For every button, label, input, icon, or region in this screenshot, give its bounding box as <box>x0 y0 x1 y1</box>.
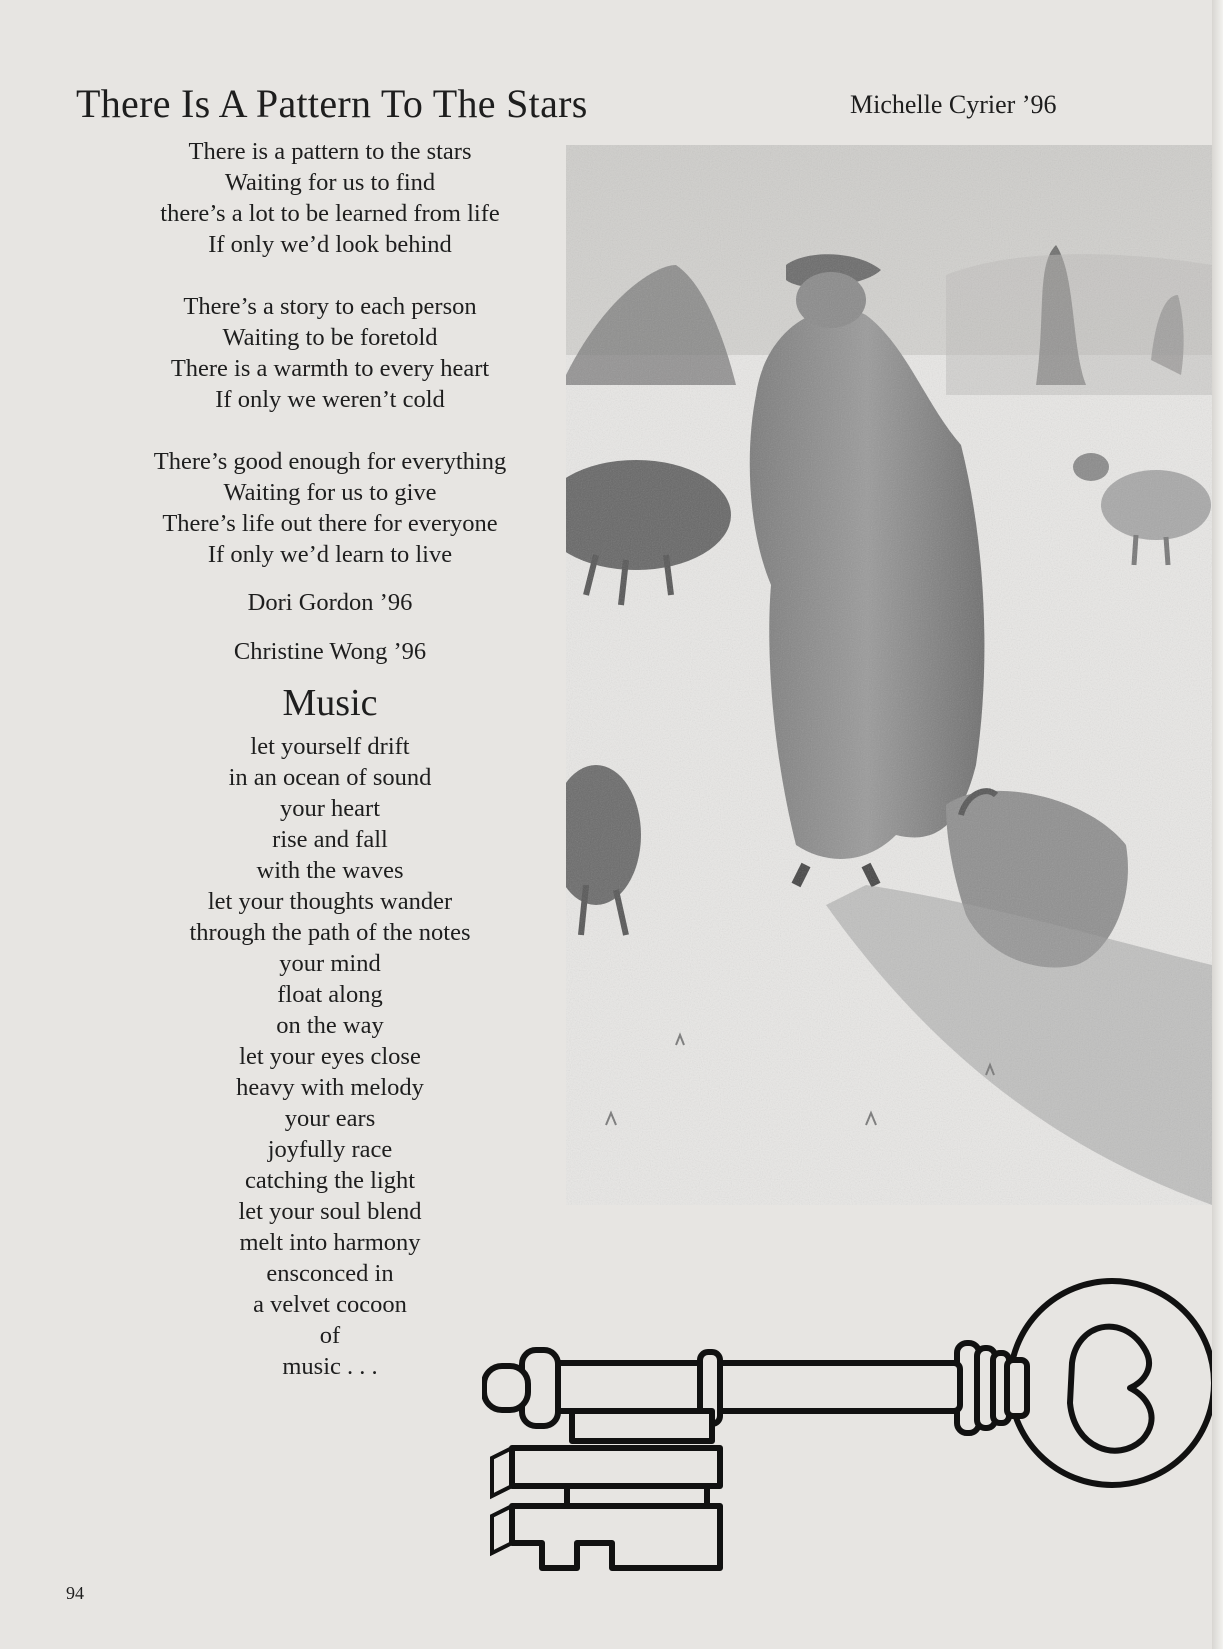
poem-line: there’s a lot to be learned from life <box>160 200 500 227</box>
stanza <box>80 291 580 415</box>
poem-line: in an ocean of sound <box>228 764 432 791</box>
poem-line: float along <box>277 981 383 1008</box>
poem-stars <box>80 136 580 618</box>
poem-line: on the way <box>276 1012 384 1039</box>
page-edge <box>1212 0 1223 1649</box>
poem-line: rise and fall <box>272 826 388 853</box>
poem-line: There’s a story to each person <box>183 293 477 320</box>
poem-line: ensconced in <box>266 1260 394 1287</box>
poem-line: Waiting for us to find <box>224 169 436 196</box>
poem-line: If only we’d learn to live <box>207 541 453 568</box>
poem-line: let your thoughts wander <box>207 888 453 915</box>
poem-line: with the waves <box>256 857 404 884</box>
page-title: There Is A Pattern To The Stars <box>76 81 588 126</box>
stanza <box>80 446 580 570</box>
poem-line: Waiting to be foretold <box>222 324 438 351</box>
poem-line: let your soul blend <box>238 1198 422 1225</box>
poem-line: catching the light <box>244 1167 416 1194</box>
poem-line: There is a pattern to the stars <box>188 138 472 165</box>
poem-line: let yourself drift <box>250 733 410 760</box>
poem-line: of <box>319 1322 341 1349</box>
poem-line: There is a warmth to every heart <box>170 355 490 382</box>
poem-line: your mind <box>279 950 381 977</box>
poem-line: a velvet cocoon <box>253 1291 407 1318</box>
poem-title: Music <box>282 682 378 724</box>
key-illustration <box>482 1268 1212 1578</box>
page-number: 94 <box>66 1583 84 1603</box>
poem-line: melt into harmony <box>239 1229 421 1256</box>
stanza <box>80 136 580 260</box>
poem-line: through the path of the notes <box>189 919 471 946</box>
shepherd-drawing <box>566 145 1212 1205</box>
poem-line: There’s good enough for everything <box>153 448 507 475</box>
poem-line: heavy with melody <box>236 1074 424 1101</box>
poem-author: Dori Gordon ’96 <box>247 589 413 616</box>
poem-byline: Christine Wong ’96 <box>233 638 427 665</box>
poem-line: There’s life out there for everyone <box>162 510 498 537</box>
poem-line: your heart <box>280 795 380 822</box>
poem-line: If only we weren’t cold <box>215 386 445 413</box>
poem-column <box>80 136 580 1382</box>
poem-line: let your eyes close <box>239 1043 421 1070</box>
poem-line: your ears <box>284 1105 376 1132</box>
poem-line: If only we’d look behind <box>208 231 452 258</box>
poem-line: joyfully race <box>267 1136 393 1163</box>
poem-line: Waiting for us to give <box>223 479 437 506</box>
artwork-credit: Michelle Cyrier ’96 <box>850 90 1057 119</box>
poem-line: music . . . <box>282 1353 378 1380</box>
